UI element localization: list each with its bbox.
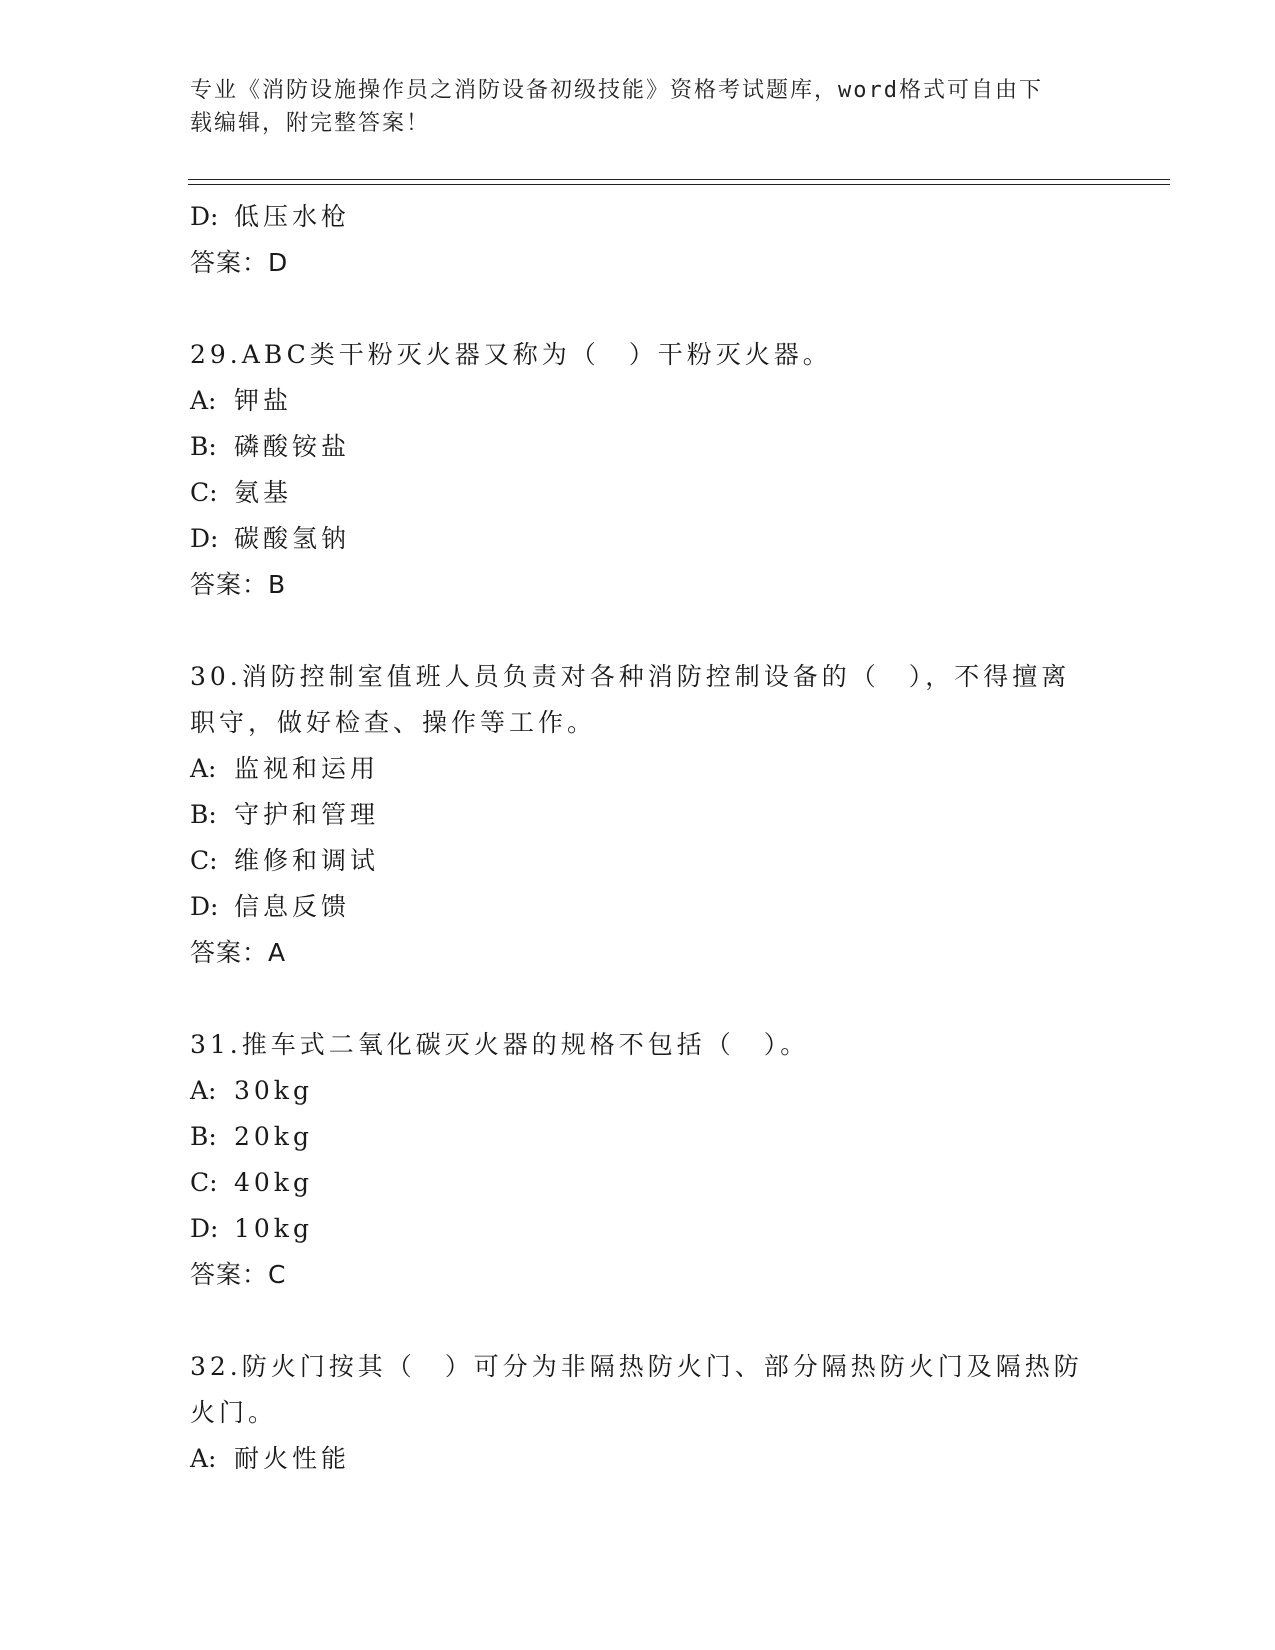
option-key: D: [190,524,219,553]
option-text: 信息反馈 [234,892,351,921]
answer-value: C [268,1260,287,1289]
answer-separator: ： [242,1260,269,1289]
option-text: 氨基 [234,478,293,507]
answer-label: 答案 [190,248,243,277]
question-stem-line-2: 职守，做好检查、操作等工作。 [190,708,597,737]
answer-separator: ： [242,570,269,599]
option-c [190,838,1090,884]
option-key: C: [190,1168,218,1197]
option-c [190,1160,1090,1206]
option-d [190,194,1090,240]
option-text: 20kg [234,1122,313,1151]
answer-value: A [268,938,287,967]
option-key: A: [190,386,217,415]
header-line-1: 专业《消防设施操作员之消防设备初级技能》资格考试题库，word格式可自由下 [190,78,1043,103]
option-key: D: [190,202,219,231]
question-stem-line-2: 火门。 [190,1398,278,1427]
option-key: D: [190,1214,219,1243]
answer-separator: ： [242,938,269,967]
answer-line [190,1252,1090,1298]
option-key: A: [190,754,217,783]
answer-value: D [268,248,289,277]
question-31 [190,1022,1090,1298]
header-line-2: 载编辑，附完整答案！ [190,111,431,136]
question-29 [190,332,1090,608]
option-text: 耐火性能 [234,1444,351,1473]
option-d [190,516,1090,562]
answer-label: 答案 [190,1260,243,1289]
header-divider-bottom [188,184,1170,185]
spacer [190,976,1090,1022]
option-text: 钾盐 [234,386,293,415]
option-key: C: [190,478,218,507]
question-stem-line-1: 30.消防控制室值班人员负责对各种消防控制设备的（ ），不得擅离 [190,662,1071,691]
spacer [190,608,1090,654]
option-b [190,424,1090,470]
answer-label: 答案 [190,570,243,599]
option-a [190,378,1090,424]
answer-label: 答案 [190,938,243,967]
option-b [190,1114,1090,1160]
option-text: 监视和运用 [234,754,380,783]
option-key: B: [190,432,217,461]
option-b [190,792,1090,838]
spacer [190,1298,1090,1344]
spacer [190,286,1090,332]
option-key: C: [190,846,218,875]
option-d [190,884,1090,930]
question-stem-line-1: 32.防火门按其（ ）可分为非隔热防火门、部分隔热防火门及隔热防 [190,1352,1083,1381]
option-text: 低压水枪 [234,202,351,231]
option-key: B: [190,1122,217,1151]
option-text: 10kg [234,1214,313,1243]
option-text: 维修和调试 [234,846,380,875]
option-c [190,470,1090,516]
option-d [190,1206,1090,1252]
question-stem: 29.ABC类干粉灭火器又称为（ ）干粉灭火器。 [190,340,832,369]
option-text: 磷酸铵盐 [234,432,351,461]
option-key: D: [190,892,219,921]
option-a [190,1068,1090,1114]
option-key: A: [190,1076,217,1105]
option-text: 40kg [234,1168,313,1197]
option-text: 30kg [234,1076,313,1105]
answer-separator: ： [242,248,269,277]
option-a [190,1436,1090,1482]
header-divider-top [188,179,1170,180]
answer-line [190,240,1090,286]
answer-line [190,562,1090,608]
option-a [190,746,1090,792]
option-key: B: [190,800,217,829]
answer-value: B [268,570,287,599]
option-text: 碳酸氢钠 [234,524,351,553]
question-stem: 31.推车式二氧化碳灭火器的规格不包括（ ）。 [190,1030,810,1059]
question-list [190,194,1090,1482]
question-28-tail [190,194,1090,286]
document-header [190,74,1090,140]
option-text: 守护和管理 [234,800,380,829]
question-30 [190,654,1090,976]
answer-line [190,930,1090,976]
question-32 [190,1344,1090,1482]
option-key: A: [190,1444,217,1473]
